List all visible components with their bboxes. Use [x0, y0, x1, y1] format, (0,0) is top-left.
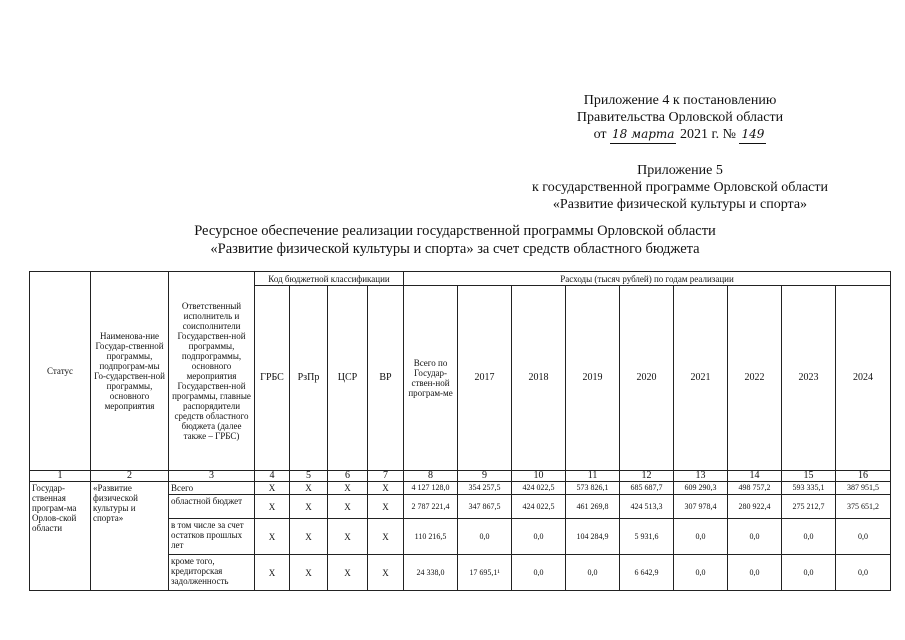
column-number: 5	[290, 471, 328, 482]
row-label: в том числе за счет остатков прошлых лет	[169, 519, 255, 555]
header-csr: ЦСР	[328, 286, 368, 471]
column-number: 13	[674, 471, 728, 482]
total-cell: 24 338,0	[404, 555, 458, 591]
header-budget-code: Код бюджетной классификации	[255, 272, 404, 286]
value-cell: 275 212,7	[782, 495, 836, 519]
header-expenses: Расходы (тысяч рублей) по годам реализации	[404, 272, 891, 286]
column-number: 12	[620, 471, 674, 482]
appendix-5-line2: к государственной программе Орловской области	[532, 180, 828, 195]
document-title	[150, 222, 760, 258]
value-cell: 498 757,2	[728, 482, 782, 495]
value-cell: 573 826,1	[566, 482, 620, 495]
value-cell: 0,0	[728, 519, 782, 555]
column-number: 16	[836, 471, 891, 482]
row-label: областной бюджет	[169, 495, 255, 519]
header-rzpr: РзПр	[290, 286, 328, 471]
appendix-4-date-line	[520, 126, 840, 144]
code-cell: Х	[290, 519, 328, 555]
value-cell: 354 257,5	[458, 482, 512, 495]
header-program-name: Наименова-ние Государ-ственной программы, подпрограм-мы Го-сударствен-ной программы, основного мероприятия	[91, 272, 169, 471]
header-year: 2023	[782, 286, 836, 471]
status-cell: Государ-ственная програм-ма Орлов-ской области	[30, 482, 91, 591]
column-number: 4	[255, 471, 290, 482]
code-cell: Х	[328, 555, 368, 591]
value-cell: 0,0	[782, 519, 836, 555]
row-label: Всего	[169, 482, 255, 495]
header-year: 2020	[620, 286, 674, 471]
value-cell: 387 951,5	[836, 482, 891, 495]
column-number: 3	[169, 471, 255, 482]
value-cell: 0,0	[458, 519, 512, 555]
appendix-4-line1: Приложение 4 к постановлению	[583, 93, 777, 108]
value-cell: 0,0	[512, 519, 566, 555]
value-cell: 17 695,1¹	[458, 555, 512, 591]
header-year: 2017	[458, 286, 512, 471]
header-year: 2018	[512, 286, 566, 471]
appendix-4-header	[520, 92, 840, 144]
header-vr: ВР	[368, 286, 404, 471]
value-cell: 347 867,5	[458, 495, 512, 519]
appendix-4-line2: Правительства Орловской области	[576, 110, 784, 125]
row-label: кроме того, кредиторская задолженность	[169, 555, 255, 591]
title-line1: Ресурсное обеспечение реализации государственной программы Орловской области	[194, 223, 716, 239]
appendix-5-line1: Приложение 5	[637, 163, 723, 178]
value-cell: 0,0	[674, 555, 728, 591]
value-cell: 280 922,4	[728, 495, 782, 519]
table-row	[30, 482, 891, 495]
code-cell: Х	[368, 495, 404, 519]
column-number: 11	[566, 471, 620, 482]
value-cell: 424 022,5	[512, 482, 566, 495]
value-cell: 424 022,5	[512, 495, 566, 519]
column-number-row	[30, 471, 891, 482]
value-cell: 593 335,1	[782, 482, 836, 495]
code-cell: Х	[255, 495, 290, 519]
code-cell: Х	[255, 519, 290, 555]
total-cell: 2 787 221,4	[404, 495, 458, 519]
code-cell: Х	[255, 482, 290, 495]
header-year: 2024	[836, 286, 891, 471]
value-cell: 307 978,4	[674, 495, 728, 519]
year-label: 2021 г. №	[679, 127, 736, 142]
code-cell: Х	[328, 519, 368, 555]
header-executor: Ответственный исполнитель и соисполнители Государствен-ной программы, подпрограммы, основного мероприятия Государствен-ной программы, главные распорядители средств областного бюджета (далее также – ГРБС)	[169, 272, 255, 471]
column-number: 9	[458, 471, 512, 482]
column-number: 1	[30, 471, 91, 482]
value-cell: 0,0	[782, 555, 836, 591]
handwritten-number: 149	[739, 126, 766, 144]
code-cell: Х	[368, 555, 404, 591]
value-cell: 609 290,3	[674, 482, 728, 495]
header-total: Всего по Государ-ствен-ной програм-ме	[404, 286, 458, 471]
value-cell: 0,0	[566, 555, 620, 591]
value-cell: 461 269,8	[566, 495, 620, 519]
value-cell: 0,0	[836, 555, 891, 591]
column-number: 6	[328, 471, 368, 482]
handwritten-date: 18 марта	[610, 126, 676, 144]
column-number: 10	[512, 471, 566, 482]
column-number: 8	[404, 471, 458, 482]
column-number: 14	[728, 471, 782, 482]
appendix-5-line3: «Развитие физической культуры и спорта»	[552, 197, 808, 212]
value-cell: 104 284,9	[566, 519, 620, 555]
code-cell: Х	[255, 555, 290, 591]
column-number: 2	[91, 471, 169, 482]
code-cell: Х	[290, 555, 328, 591]
column-number: 7	[368, 471, 404, 482]
value-cell: 0,0	[512, 555, 566, 591]
column-number: 15	[782, 471, 836, 482]
value-cell: 0,0	[728, 555, 782, 591]
appendix-5-header	[480, 162, 880, 213]
title-line2: «Развитие физической культуры и спорта» за счет средств областного бюджета	[210, 241, 700, 257]
total-cell: 4 127 128,0	[404, 482, 458, 495]
resource-table	[29, 271, 891, 591]
value-cell: 0,0	[674, 519, 728, 555]
value-cell: 375 651,2	[836, 495, 891, 519]
total-cell: 110 216,5	[404, 519, 458, 555]
header-year: 2022	[728, 286, 782, 471]
code-cell: Х	[368, 482, 404, 495]
value-cell: 5 931,6	[620, 519, 674, 555]
date-prefix: от	[593, 127, 607, 142]
header-grbs: ГРБС	[255, 286, 290, 471]
code-cell: Х	[368, 519, 404, 555]
code-cell: Х	[290, 482, 328, 495]
value-cell: 6 642,9	[620, 555, 674, 591]
header-year: 2021	[674, 286, 728, 471]
value-cell: 685 687,7	[620, 482, 674, 495]
header-year: 2019	[566, 286, 620, 471]
value-cell: 0,0	[836, 519, 891, 555]
code-cell: Х	[328, 482, 368, 495]
header-status: Статус	[30, 272, 91, 471]
program-name-cell: «Развитие физической культуры и спорта»	[91, 482, 169, 591]
code-cell: Х	[328, 495, 368, 519]
code-cell: Х	[290, 495, 328, 519]
value-cell: 424 513,3	[620, 495, 674, 519]
